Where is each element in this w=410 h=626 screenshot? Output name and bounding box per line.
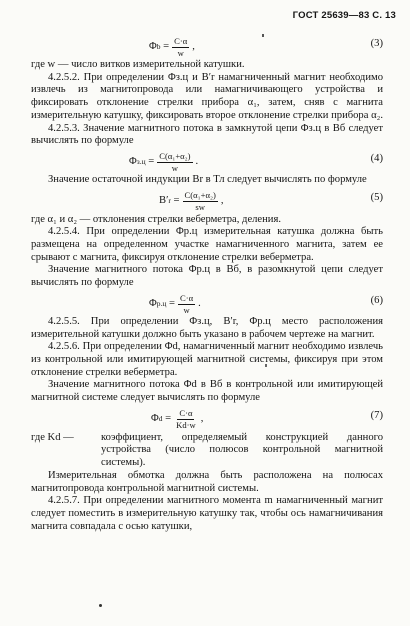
paragraph-4-2-5-4: 4.2.5.4. При определении Φр.ц измерительная катушка должна быть размещена на определенном участке намагниченного магнита, затем ее срывают с магнита, фиксируя отклонение стрелки веберметра. bbox=[31, 226, 383, 263]
fraction bbox=[174, 409, 198, 430]
fraction bbox=[172, 37, 189, 58]
formula-3: Φ b = $\frac{C\cdot\alpha}{w}$ , (3) bbox=[149, 36, 383, 58]
definition-term: где Kd — bbox=[31, 431, 74, 443]
paragraph: Значение остаточной индукции Br в Тл следует вычислять по формуле bbox=[48, 173, 367, 185]
paragraph: Значение магнитного потока Φр.ц в Вб, в разомкнутой цепи следует вычислять по формуле bbox=[31, 264, 383, 289]
paragraph: где α₁ и α₂ — отклонения стрелки веберметра, деления. bbox=[31, 213, 281, 225]
formula-punct: , bbox=[192, 41, 195, 53]
formula-lhs: Φ bbox=[129, 156, 137, 168]
formula-5: B′ r = $\frac{\text{C(α₁+α₂)}}{sw}$ , (5) bbox=[159, 189, 383, 212]
body-text bbox=[31, 29, 383, 533]
numerator: C·α bbox=[174, 36, 188, 46]
numerator: C·α bbox=[180, 292, 194, 303]
formula-punct: , bbox=[200, 412, 204, 424]
denominator: w bbox=[177, 48, 184, 58]
definition-text: коэффициент, определяемый конструкцией данного устройства (число полюсов контрольной магнитной системы). bbox=[101, 431, 383, 469]
paragraph: Измерительная обмотка должна быть расположена на полюсах магнитопровода контрольной магнитной системы. bbox=[31, 469, 383, 494]
fraction bbox=[157, 152, 192, 173]
page-header: ГОСТ 25639—83 С. 13 bbox=[292, 10, 396, 21]
paragraph-4-2-5-3: 4.2.5.3. Значение магнитного потока в замкнутой цепи Φз.ц в Вб следует вычислять по формуле bbox=[31, 122, 383, 147]
formula-lhs: B′ bbox=[159, 194, 169, 206]
paragraph-4-2-5-5: 4.2.5.5. При определении Φз.ц, B′r, Φр.ц место расположения измерительной катушки должно быть указано в рабочем чертеже на магнит. bbox=[31, 315, 383, 340]
paragraph-4-2-5-2: 4.2.5.2. При определении Φз.ц и B′r намагниченный магнит необходимо извлечь из магнитопровода или намагничивающего устройства и фиксировать отклонение стрелки прибора α₁, затем, сняв с магнита измерительную катушку, фиксировать второе отклонение стрелки прибора α₂. bbox=[31, 71, 383, 121]
formula-lhs: Φ bbox=[149, 297, 157, 309]
formula-subscript: з.ц bbox=[136, 157, 146, 167]
formula-7: Φ d = $\frac{C\cdot\alpha}{Kd\cdot w}$ , (7) bbox=[151, 407, 383, 430]
fraction bbox=[178, 294, 195, 315]
formula-subscript: d bbox=[158, 413, 163, 423]
numerator: C(α₁+α₂) bbox=[184, 189, 216, 200]
formula-number: (3) bbox=[370, 38, 383, 49]
paragraph: Значение магнитного потока Φd в Вб в контрольной или имитирующей магнитной системе следует вычислять по формуле bbox=[31, 379, 383, 404]
denominator: sw bbox=[195, 201, 205, 212]
formula-number: (7) bbox=[370, 409, 383, 421]
formula-punct: , bbox=[220, 194, 224, 206]
definition-kd bbox=[31, 432, 383, 470]
formula-4: Φ з.ц = $\frac{\text{C(α₁+α₂)}}{w}$ . (4) bbox=[129, 150, 383, 173]
formula-6: Φ р.ц = $\frac{C\cdot\alpha}{w}$ . (6) bbox=[149, 292, 383, 315]
fraction bbox=[183, 191, 218, 212]
numerator: C(α₁+α₂) bbox=[159, 150, 191, 161]
formula-lhs: Φ bbox=[151, 412, 159, 424]
formula-subscript: b bbox=[156, 42, 161, 52]
denominator: Kd·w bbox=[176, 419, 196, 430]
denominator: w bbox=[183, 304, 190, 315]
formula-subscript: р.ц bbox=[156, 298, 167, 308]
paragraph-4-2-5-6: 4.2.5.6. При определении Φd, намагниченный магнит необходимо извлечь из контрольной или имитирующей магнитной системы, фиксируя при этом отклонение стрелки веберметра. bbox=[31, 341, 383, 378]
formula-number: (6) bbox=[370, 294, 383, 306]
formula-number: (4) bbox=[370, 152, 383, 164]
formula-punct: . bbox=[195, 156, 199, 168]
formula-punct: . bbox=[198, 297, 201, 309]
denominator: w bbox=[171, 162, 178, 173]
formula-number: (5) bbox=[370, 191, 383, 203]
paragraph-4-2-5-7: 4.2.5.7. При определении магнитного момента m намагниченный магнит следует поместить в измерительную катушку так, чтобы ось намагничивания магнита совпадала с осью катушки, bbox=[31, 495, 383, 532]
formula-subscript: r bbox=[168, 195, 171, 205]
paragraph: где w — число витков измерительной катушки. bbox=[31, 59, 245, 70]
numerator: C·α bbox=[179, 407, 193, 418]
formula-lhs: Φ bbox=[149, 41, 157, 53]
scan-speck bbox=[99, 604, 102, 607]
